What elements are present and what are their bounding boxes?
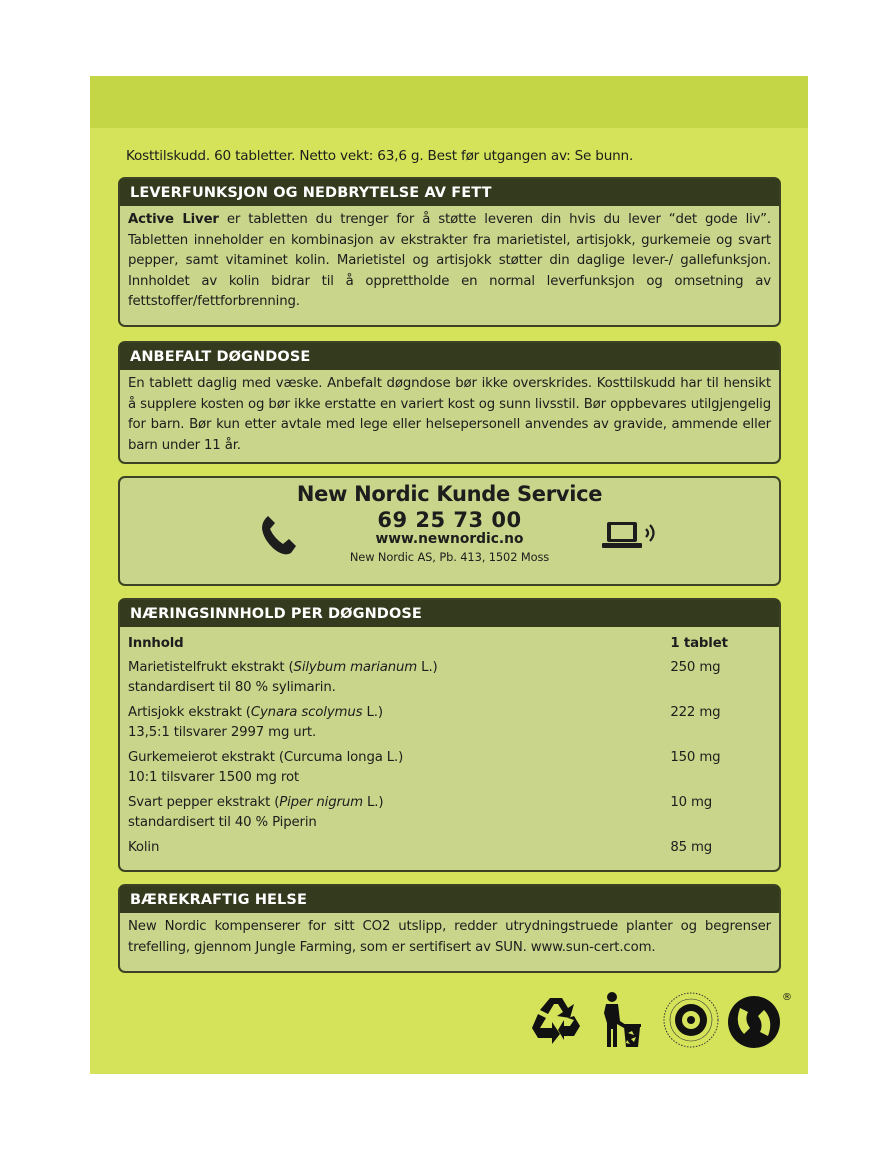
product-name: Active Liver [128, 212, 219, 227]
liver-function-title: LEVERFUNKSJON OG NEDBRYTELSE AV FETT [120, 179, 779, 206]
sustainability-panel [118, 884, 781, 973]
table-row: Marietistelfrukt ekstrakt (Silybum marianum L.) standardisert til 80 % sylimarin. 250 mg [128, 658, 771, 703]
daily-dose-text: En tablett daglig med væske. Anbefalt døgndose bør ikke overskrides. Kosttilskudd har til hensikt å supplere kosten og bør ikke erstatte en variert kost og sunn livsstil. Bør oppbevares utilgjengelig for barn. Bør kun etter avtale med lege eller helsepersonell anvendes av gravide, ammende eller barn under 11 år. [128, 376, 771, 453]
box-top-face [90, 76, 808, 128]
column-content: Innhold [128, 636, 184, 651]
liver-function-text [120, 206, 779, 313]
green-dot-icon [726, 990, 790, 1050]
sustainability-title: BÆREKRAFTIG HELSE [120, 886, 779, 913]
table-row [128, 838, 771, 863]
liver-function-panel [118, 177, 781, 327]
recycle-icon [530, 990, 582, 1050]
liver-function-body: er tabletten du trenger for å støtte leveren din hvis du lever “det gode liv”. Tabletten inneholder en kombinasjon av ekstrakter fra marietistel, artisjokk, gurkemeie og svart pepper, samt vitaminet kolin. Marietistel og artisjokk støtter din daglige lever-/ gallefunksjon. Innholdet av kolin bidrar til å opprettholde en normal leverfunksjon og omsetning av fettstoffer/fettforbrenning. [128, 212, 771, 309]
intro-line: Kosttilskudd. 60 tabletter. Netto vekt: 63,6 g. Best før utgangen av: Se bunn. [126, 148, 634, 164]
service-title: New Nordic Kunde Service [296, 482, 603, 506]
amount-cell: 150 mg [670, 749, 721, 765]
registered-mark: ® [782, 992, 792, 1003]
amount-cell: 10 mg [670, 794, 713, 810]
service-address: New Nordic AS, Pb. 413, 1502 Moss [349, 550, 550, 564]
nutrition-header-row [128, 634, 771, 658]
daily-dose-panel [118, 341, 781, 464]
amount-cell: 85 mg [670, 839, 713, 855]
tidy-man-icon [598, 990, 646, 1050]
phone-icon [258, 514, 302, 558]
nutrition-table [128, 634, 771, 862]
table-row: Artisjokk ekstrakt (Cynara scolymus L.) 13,5:1 tilsvarer 2997 mg urt. 222 mg [128, 703, 771, 748]
nutrition-title: NÆRINGSINNHOLD PER DØGNDOSE [120, 600, 779, 627]
amount-cell: 222 mg [670, 704, 721, 720]
daily-dose-title: ANBEFALT DØGNDOSE [120, 343, 779, 370]
table-row: Gurkemeierot ekstrakt (Curcuma longa L.) 10:1 tilsvarer 1500 mg rot 150 mg [128, 748, 771, 793]
customer-service-panel [118, 476, 781, 586]
kolin-label: Kolin [128, 839, 160, 855]
amount-cell: 250 mg [670, 659, 721, 675]
service-website[interactable]: www.newnordic.no [375, 531, 524, 547]
laptop-icon [602, 520, 662, 552]
table-row: Svart pepper ekstrakt (Piper nigrum L.) standardisert til 40 % Piperin 10 mg [128, 793, 771, 838]
nutrition-panel [118, 598, 781, 872]
sustainability-text: New Nordic kompenserer for sitt CO2 utslipp, redder utrydningstruede planter og begrenser trefelling, gjennom Jungle Farming, som er sertifisert av SUN. www.sun-cert.com. [128, 919, 771, 955]
service-phone[interactable]: 69 25 73 00 [377, 508, 522, 532]
column-amount: 1 tablet [670, 636, 728, 651]
certified-seal-icon [662, 990, 720, 1050]
